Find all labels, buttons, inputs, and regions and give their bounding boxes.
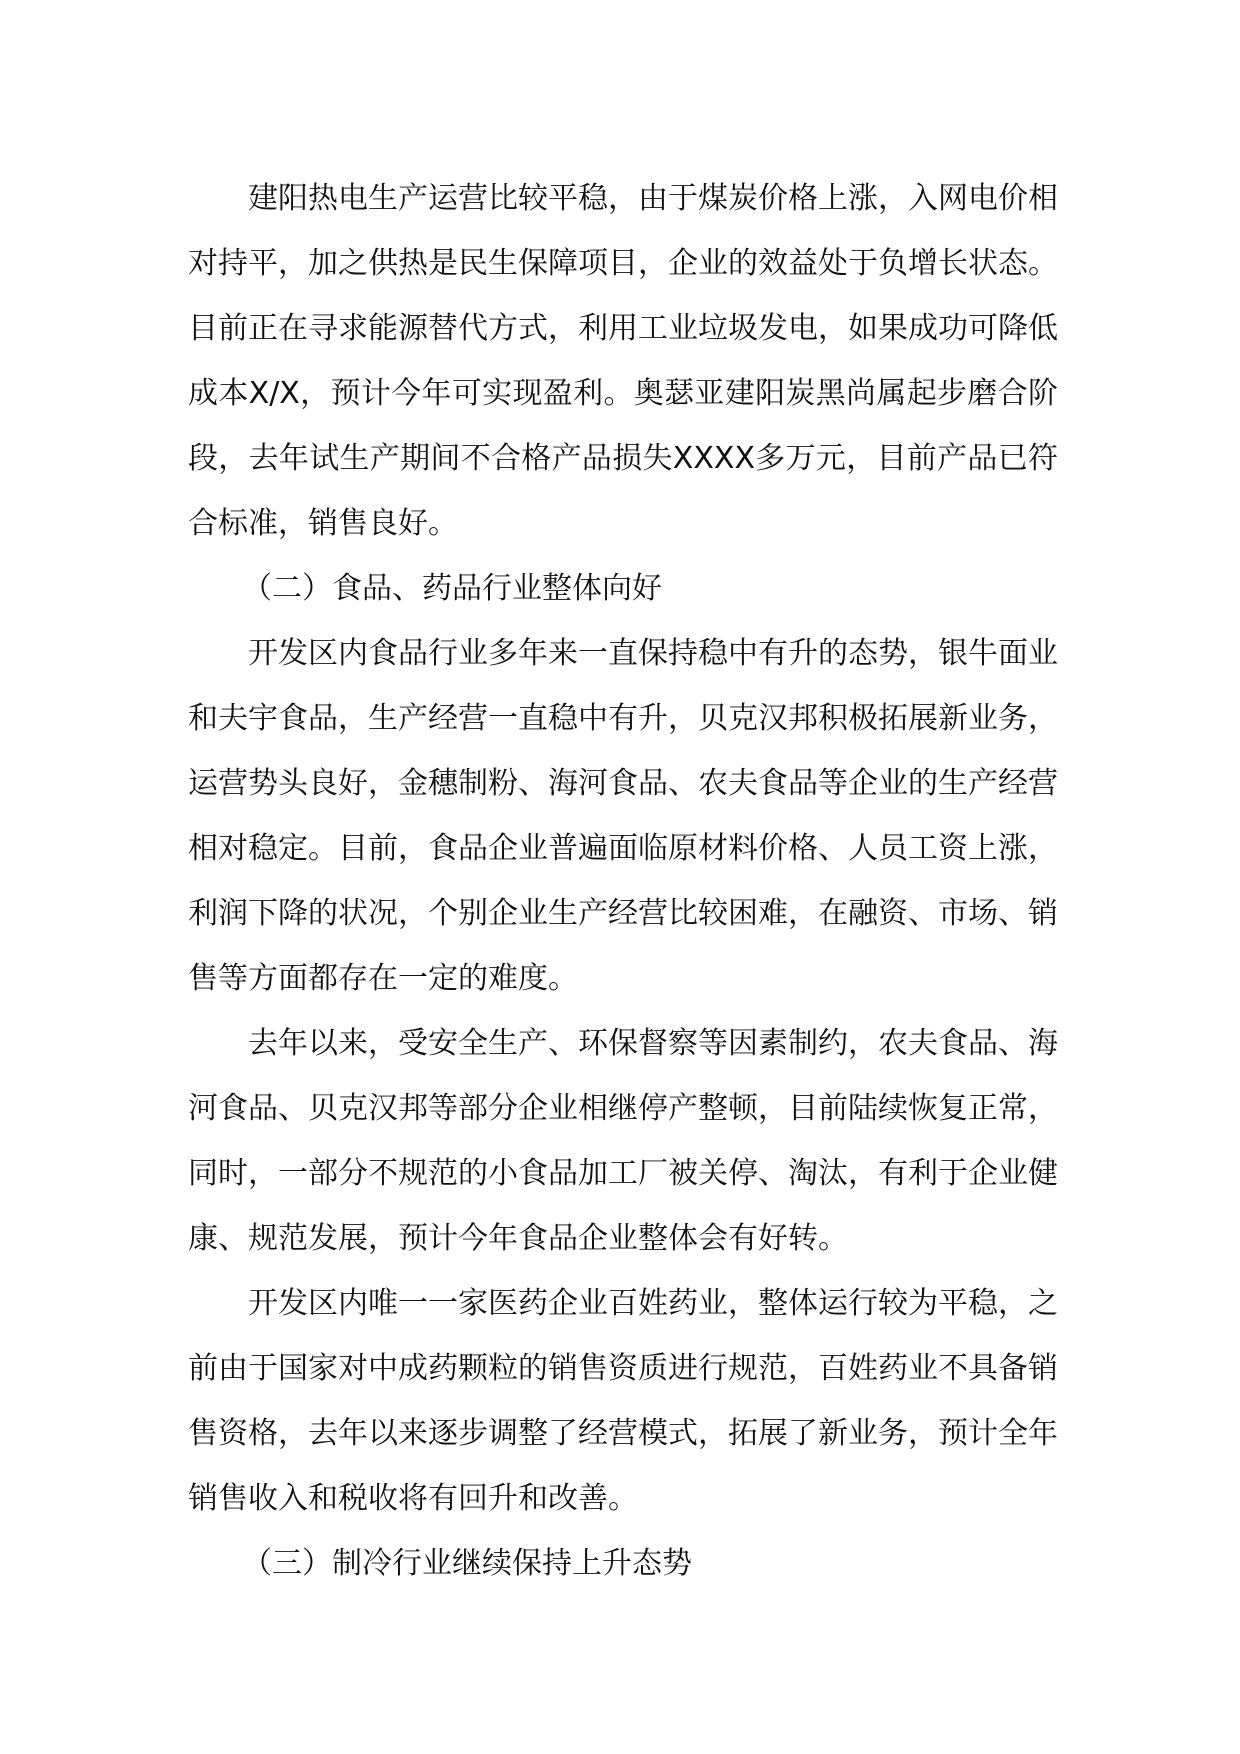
paragraph-pharma-company: 开发区内唯一一家医药企业百姓药业，整体运行较为平稳，之前由于国家对中成药颗粒的销售资质进行规范，百姓药业不具备销售资格，去年以来逐步调整了经营模式，拓展了新业务，预计全年销售收入和税收将有回升和改善。 (188, 1286, 1058, 1516)
section-heading-refrigeration: （三）制冷行业继续保持上升态势 (242, 1546, 692, 1581)
paragraph-safety-rectification: 去年以来，受安全生产、环保督察等因素制约，农夫食品、海河食品、贝克汉邦等部分企业相继停产整顿，目前陆续恢复正常，同时，一部分不规范的小食品加工厂被关停、淘汰，有利于企业健康、规范发展，预计今年食品企业整体会有好转。 (188, 1026, 1058, 1256)
paragraph-food-industry: 开发区内食品行业多年来一直保持稳中有升的态势，银牛面业和夫宇食品，生产经营一直稳中有升，贝克汉邦积极拓展新业务，运营势头良好，金穗制粉、海河食品、农夫食品等企业的生产经营相对稳定。目前，食品企业普遍面临原材料价格、人员工资上涨，利润下降的状况，个别企业生产经营比较困难，在融资、市场、销售等方面都存在一定的难度。 (188, 636, 1058, 996)
paragraph-jianyang-power: 建阳热电生产运营比较平稳，由于煤炭价格上涨，入网电价相对持平，加之供热是民生保障项目，企业的效益处于负增长状态。目前正在寻求能源替代方式，利用工业垃圾发电，如果成功可降低成本X/X，预计今年可实现盈利。奥瑟亚建阳炭黑尚属起步磨合阶段，去年试生产期间不合格产品损失XXXX多万元，目前产品已符合标准，销售良好。 (188, 181, 1058, 541)
section-heading-food-pharma: （二）食品、药品行业整体向好 (242, 571, 662, 606)
document-body (188, 166, 1058, 1596)
